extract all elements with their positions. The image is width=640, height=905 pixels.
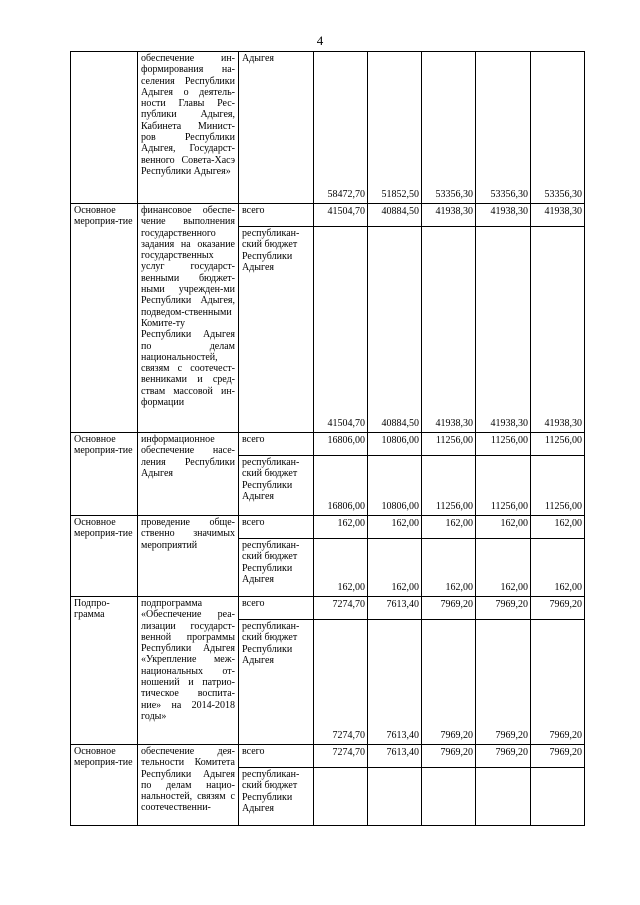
row-description-cell: финансовое обеспе-чение выполнения государственного задания на оказание государственных услуг государст-венными бюджет-ными учрежден-ми Республики Адыгея, подведом-ственными Комите-ту Республики Адыгея по делам национальностей, связям с соотечест-венниками и сред-ствам массовой ин-формации — [138, 204, 239, 433]
funding-source-cell: всего — [239, 597, 314, 620]
value-cell: 11256,00 — [476, 433, 531, 456]
row-type-cell: Основное мероприя-тие — [71, 204, 138, 433]
value-cell: 162,00 — [531, 539, 585, 597]
budget-table — [70, 51, 585, 826]
value-cell: 162,00 — [314, 516, 368, 539]
row-description-cell: проведение обще-ственно значимых мероприятий — [138, 516, 239, 597]
row-description-cell: информационное обеспечение насе-ления Республики Адыгея — [138, 433, 239, 516]
funding-source-cell: республикан-ский бюджет Республики Адыгея — [239, 539, 314, 597]
row-type-cell: Основное мероприя-тие — [71, 745, 138, 826]
value-cell: 11256,00 — [531, 433, 585, 456]
value-cell: 162,00 — [531, 516, 585, 539]
value-cell: 7613,40 — [368, 597, 422, 620]
value-cell: 10806,00 — [368, 456, 422, 516]
value-cell: 7969,20 — [476, 745, 531, 768]
row-type-cell: Подпро-грамма — [71, 597, 138, 745]
value-cell: 53356,30 — [531, 52, 585, 204]
value-cell: 58472,70 — [314, 52, 368, 204]
table-row — [71, 204, 585, 227]
value-cell: 41938,30 — [476, 204, 531, 227]
value-cell — [476, 768, 531, 826]
value-cell — [314, 768, 368, 826]
value-cell: 7274,70 — [314, 620, 368, 745]
table-row — [71, 52, 585, 204]
value-cell: 7969,20 — [422, 597, 476, 620]
value-cell: 41938,30 — [422, 204, 476, 227]
row-description-cell: обеспечение дея-тельности Комитета Республики Адыгея по делам нацио-нальностей, связям с соотечественни- — [138, 745, 239, 826]
value-cell: 41938,30 — [476, 227, 531, 433]
value-cell: 41938,30 — [531, 227, 585, 433]
value-cell: 7274,70 — [314, 597, 368, 620]
table-row — [71, 745, 585, 768]
value-cell: 7274,70 — [314, 745, 368, 768]
value-cell: 162,00 — [476, 539, 531, 597]
table-row — [71, 433, 585, 456]
funding-source-cell: всего — [239, 516, 314, 539]
funding-source-cell: республикан-ский бюджет Республики Адыгея — [239, 456, 314, 516]
value-cell: 41938,30 — [422, 227, 476, 433]
row-type-cell: Основное мероприя-тие — [71, 516, 138, 597]
value-cell: 7969,20 — [531, 745, 585, 768]
value-cell: 11256,00 — [422, 433, 476, 456]
value-cell: 7969,20 — [476, 597, 531, 620]
value-cell: 53356,30 — [476, 52, 531, 204]
value-cell: 162,00 — [422, 539, 476, 597]
funding-source-cell: всего — [239, 204, 314, 227]
value-cell: 41504,70 — [314, 227, 368, 433]
value-cell: 162,00 — [422, 516, 476, 539]
row-description-cell: обеспечение ин-формирования на-селения Республики Адыгея о деятель-ности Главы Рес-публики Адыгея, Кабинета Минист-ров Республики Адыгея, Государст-венного Совета-Хасэ Республики Адыгея» — [138, 52, 239, 204]
value-cell: 7969,20 — [476, 620, 531, 745]
value-cell: 7613,40 — [368, 745, 422, 768]
value-cell — [422, 768, 476, 826]
table-row — [71, 516, 585, 539]
value-cell — [368, 768, 422, 826]
value-cell: 162,00 — [368, 539, 422, 597]
value-cell: 162,00 — [314, 539, 368, 597]
value-cell: 162,00 — [368, 516, 422, 539]
value-cell: 7613,40 — [368, 620, 422, 745]
value-cell: 11256,00 — [531, 456, 585, 516]
value-cell: 41504,70 — [314, 204, 368, 227]
page-number: 4 — [316, 33, 324, 48]
value-cell: 7969,20 — [531, 597, 585, 620]
funding-source-cell: республикан-ский бюджет Республики Адыгея — [239, 768, 314, 826]
value-cell: 7969,20 — [422, 620, 476, 745]
value-cell: 7969,20 — [422, 745, 476, 768]
value-cell — [531, 768, 585, 826]
table-row — [71, 597, 585, 620]
value-cell: 10806,00 — [368, 433, 422, 456]
value-cell: 16806,00 — [314, 456, 368, 516]
funding-source-cell: Адыгея — [239, 52, 314, 204]
value-cell: 11256,00 — [422, 456, 476, 516]
value-cell: 16806,00 — [314, 433, 368, 456]
funding-source-cell: республикан-ский бюджет Республики Адыгея — [239, 620, 314, 745]
funding-source-cell: республикан-ский бюджет Республики Адыгея — [239, 227, 314, 433]
funding-source-cell: всего — [239, 433, 314, 456]
value-cell: 53356,30 — [422, 52, 476, 204]
value-cell: 40884,50 — [368, 227, 422, 433]
value-cell: 7969,20 — [531, 620, 585, 745]
row-description-cell: подпрограмма «Обеспечение реа-лизации государст-венной программы Республики Адыгея «Укрепление меж-национальных от-ношений и патрио-тическое воспита-ние» на 2014-2018 годы» — [138, 597, 239, 745]
value-cell: 51852,50 — [368, 52, 422, 204]
value-cell: 40884,50 — [368, 204, 422, 227]
value-cell: 11256,00 — [476, 456, 531, 516]
row-type-cell — [71, 52, 138, 204]
value-cell: 41938,30 — [531, 204, 585, 227]
funding-source-cell: всего — [239, 745, 314, 768]
row-type-cell: Основное мероприя-тие — [71, 433, 138, 516]
value-cell: 162,00 — [476, 516, 531, 539]
